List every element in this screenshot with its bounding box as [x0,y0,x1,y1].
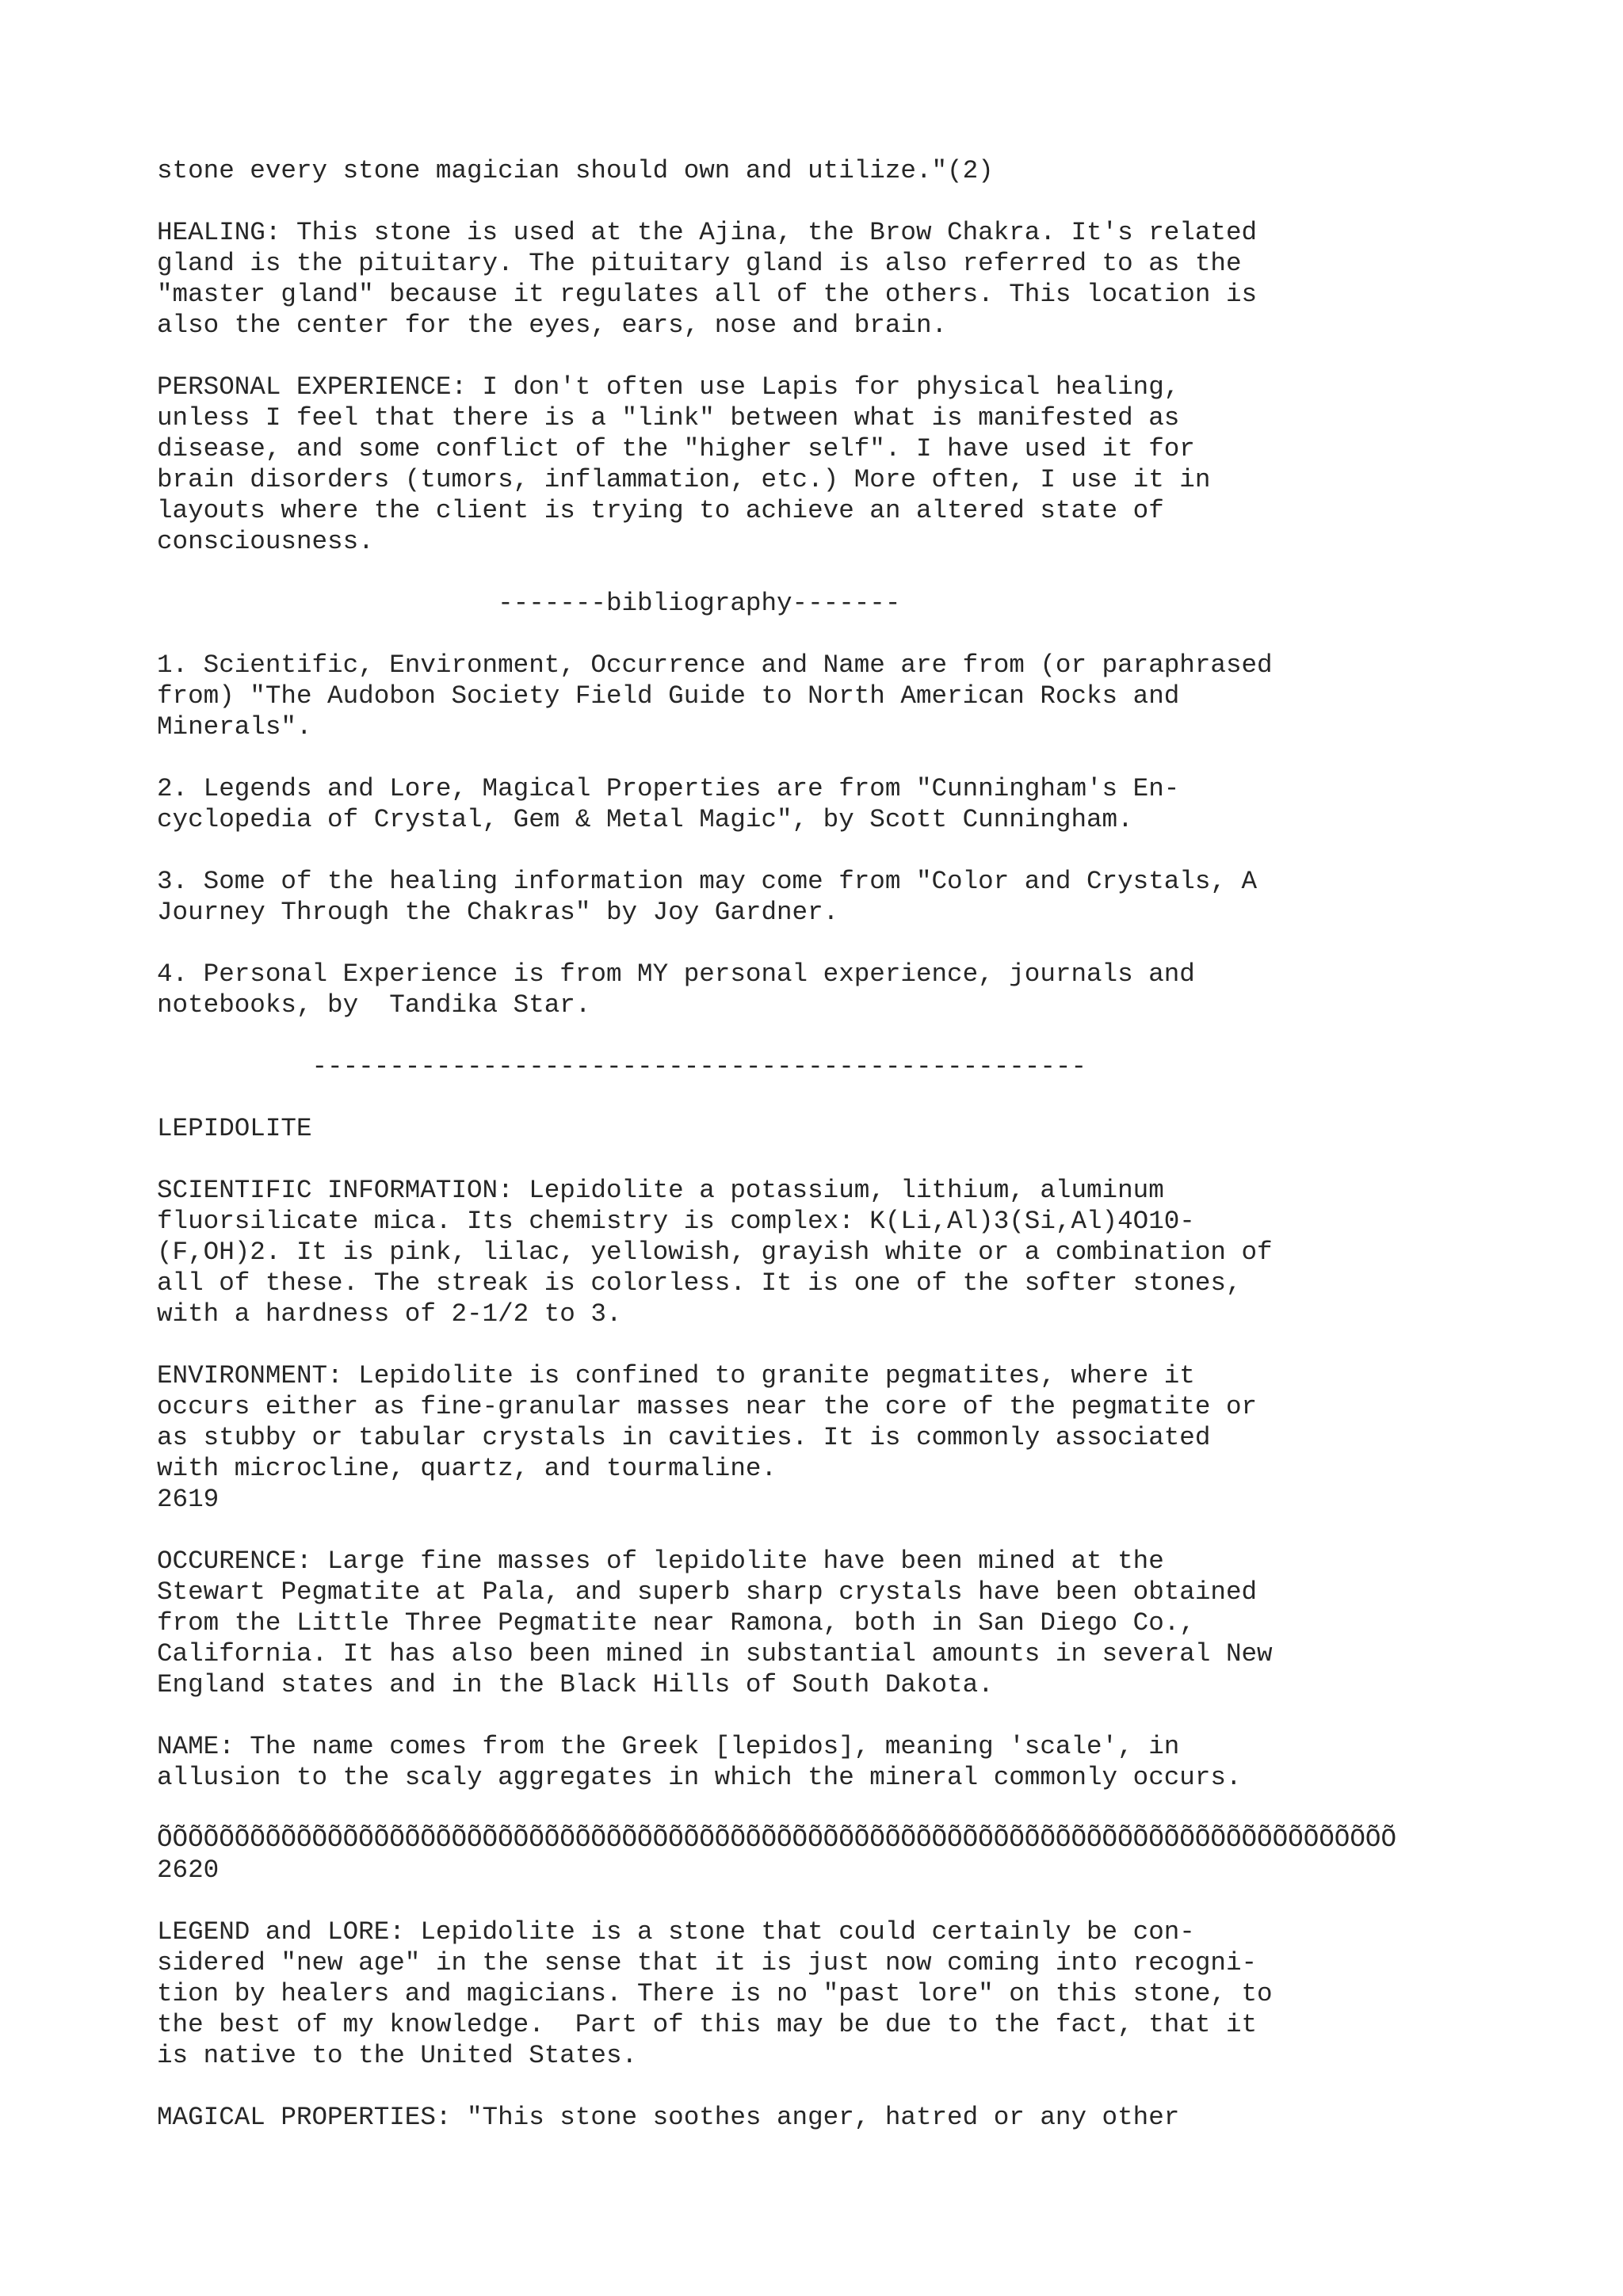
page-number: 2620 [157,1855,220,1885]
text-line: 2. Legends and Lore, Magical Properties are from "Cunningham's En- [157,774,1180,803]
text-line: notebooks, by Tandika Star. [157,990,591,1020]
text-line: NAME: The name comes from the Greek [lepidos], meaning 'scale', in [157,1732,1180,1761]
text-line: 4. Personal Experience is from MY personal experience, journals and [157,959,1195,989]
document-page [157,155,1568,2133]
text-line: ÕÕÕÕÕÕÕÕÕÕÕÕÕÕÕÕÕÕÕÕÕÕÕÕÕÕÕÕÕÕÕÕÕÕÕÕÕÕÕÕÕÕÕÕÕÕÕÕÕÕÕÕÕÕÕÕÕÕÕÕÕÕÕÕÕÕÕÕÕÕÕÕÕÕÕÕÕÕÕÕ [157,1825,1397,1854]
text-line: California. It has also been mined in substantial amounts in several New [157,1639,1273,1669]
bibliography-item-4 [157,959,1568,1020]
text-line: Minerals". [157,712,312,742]
lapis-personal-experience [157,372,1568,557]
page-break-marker [157,1824,1568,1886]
text-line: disease, and some conflict of the "higher self". I have used it for [157,434,1195,463]
text-line: -------bibliography------- [157,589,901,618]
text-line: is native to the United States. [157,2041,638,2070]
text-line: cyclopedia of Crystal, Gem & Metal Magic", by Scott Cunningham. [157,805,1133,834]
bibliography-item-2 [157,773,1568,835]
lapis-healing [157,217,1568,341]
text-line: 3. Some of the healing information may come from "Color and Crystals, A [157,867,1258,896]
text-line: Stewart Pegmatite at Pala, and superb sharp crystals have been obtained [157,1577,1258,1607]
text-line: stone every stone magician should own and utilize."(2) [157,156,994,185]
text-line: also the center for the eyes, ears, nose and brain. [157,311,948,340]
text-line: allusion to the scaly aggregates in which the mineral commonly occurs. [157,1763,1242,1792]
text-line: MAGICAL PROPERTIES: "This stone soothes anger, hatred or any other [157,2103,1180,2132]
text-line: unless I feel that there is a "link" between what is manifested as [157,403,1180,433]
lepidolite-legend-lore [157,1917,1568,2071]
text-line: all of these. The streak is colorless. It is one of the softer stones, [157,1268,1242,1298]
text-line: -------------------------------------------------- [157,1052,1087,1081]
text-line: Journey Through the Chakras" by Joy Gardner. [157,898,839,927]
text-line: consciousness. [157,527,374,556]
text-line: ENVIRONMENT: Lepidolite is confined to granite pegmatites, where it [157,1361,1195,1390]
lepidolite-occurrence [157,1546,1568,1700]
text-line: sidered "new age" in the sense that it is just now coming into recogni- [157,1948,1258,1978]
text-line: brain disorders (tumors, inflammation, etc.) More often, I use it in [157,465,1211,494]
text-line: from) "The Audobon Society Field Guide to North American Rocks and [157,681,1180,711]
text-line: LEGEND and LORE: Lepidolite is a stone that could certainly be con- [157,1917,1195,1947]
lepidolite-magical-properties [157,2102,1568,2133]
section-divider [157,1051,1568,1082]
text-line: with a hardness of 2-1/2 to 3. [157,1299,622,1329]
text-line: LEPIDOLITE [157,1114,312,1143]
text-line: tion by healers and magicians. There is no "past lore" on this stone, to [157,1979,1273,2008]
text-line: 1. Scientific, Environment, Occurrence and Name are from (or paraphrased [157,650,1273,680]
lapis-magical-tail [157,155,1568,186]
text-line: PERSONAL EXPERIENCE: I don't often use Lapis for physical healing, [157,372,1180,402]
text-line: "master gland" because it regulates all of the others. This location is [157,280,1258,309]
text-line: occurs either as fine-granular masses near the core of the pegmatite or [157,1392,1258,1421]
page-number: 2619 [157,1485,220,1514]
text-line: layouts where the client is trying to achieve an altered state of [157,496,1164,525]
text-line: England states and in the Black Hills of South Dakota. [157,1670,994,1699]
lepidolite-scientific [157,1175,1568,1329]
bibliography-heading [157,588,1568,619]
text-line: HEALING: This stone is used at the Ajina, the Brow Chakra. It's related [157,218,1258,247]
text-line: fluorsilicate mica. Its chemistry is complex: K(Li,Al)3(Si,Al)4O10- [157,1207,1195,1236]
bibliography-item-3 [157,866,1568,928]
text-line: as stubby or tabular crystals in cavities. It is commonly associated [157,1423,1211,1452]
lepidolite-name [157,1731,1568,1793]
bibliography-item-1 [157,650,1568,742]
text-line: from the Little Three Pegmatite near Ramona, both in San Diego Co., [157,1608,1195,1638]
text-line: (F,OH)2. It is pink, lilac, yellowish, grayish white or a combination of [157,1238,1273,1267]
text-line: OCCURENCE: Large fine masses of lepidolite have been mined at the [157,1547,1164,1576]
text-line: SCIENTIFIC INFORMATION: Lepidolite a potassium, lithium, aluminum [157,1176,1164,1205]
lepidolite-title [157,1113,1568,1144]
text-line: gland is the pituitary. The pituitary gland is also referred to as the [157,249,1242,278]
lepidolite-environment [157,1360,1568,1515]
text-line: the best of my knowledge. Part of this may be due to the fact, that it [157,2010,1258,2039]
text-line: with microcline, quartz, and tourmaline. [157,1454,777,1483]
